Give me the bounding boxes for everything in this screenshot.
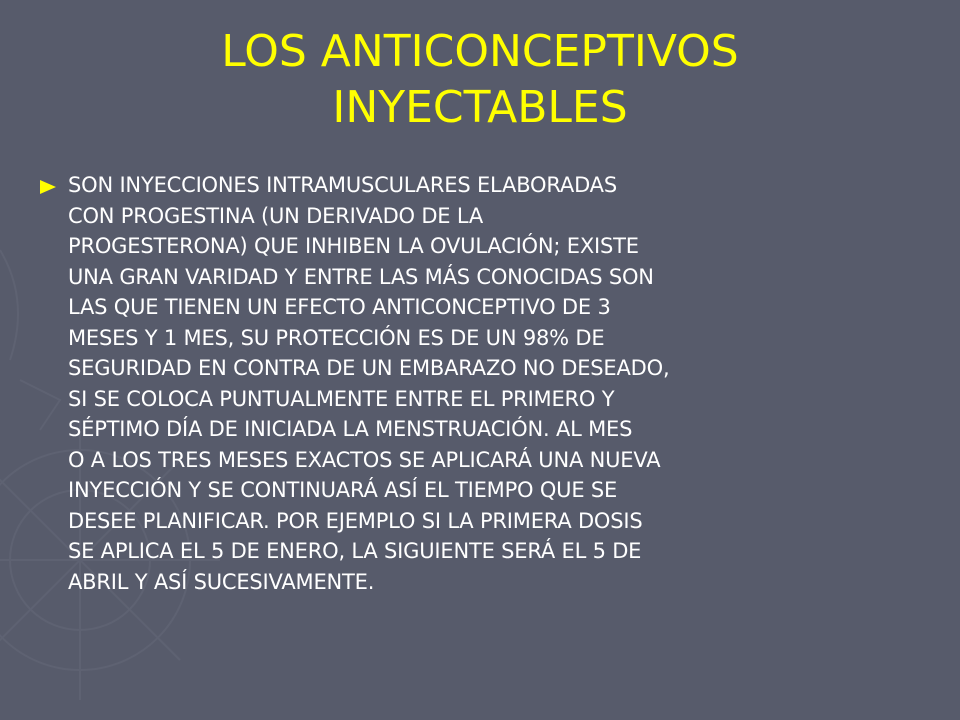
slide-title [80,24,880,136]
bullet-item [40,170,920,597]
slide-title-line-2: INYECTABLES [332,82,628,133]
bullet-body-text: SON INYECCIONES INTRAMUSCULARES ELABORADAS CON PROGESTINA (UN DERIVADO DE LA PROGESTERONA) QUE INHIBEN LA OVULACIÓN; EXISTE UNA GRAN VARIDAD Y ENTRE LAS MÁS CONOCIDAS SON LAS QUE TIENEN UN EFECTO ANTICONCEPTIVO DE 3 MESES Y 1 MES, SU PROTECCIÓN ES DE UN 98% DE SEGURIDAD EN CONTRA DE UN EMBARAZO NO DESEADO, SI SE COLOCA PUNTUALMENTE ENTRE EL PRIMERO Y SÉPTIMO DÍA DE INICIADA LA MENSTRUACIÓN. AL MES O A LOS TRES MESES EXACTOS SE APLICARÁ UNA NUEVA INYECCIÓN Y SE CONTINUARÁ ASÍ EL TIEMPO QUE SE DESEE PLANIFICAR. POR EJEMPLO SI LA PRIMERA DOSIS SE APLICA EL 5 DE ENERO, LA SIGUIENTE SERÁ EL 5 DE ABRIL Y ASÍ SUCESIVAMENTE. [68,173,670,594]
slide-title-line-1: LOS ANTICONCEPTIVOS [221,26,739,77]
triangle-bullet-icon [40,170,68,198]
